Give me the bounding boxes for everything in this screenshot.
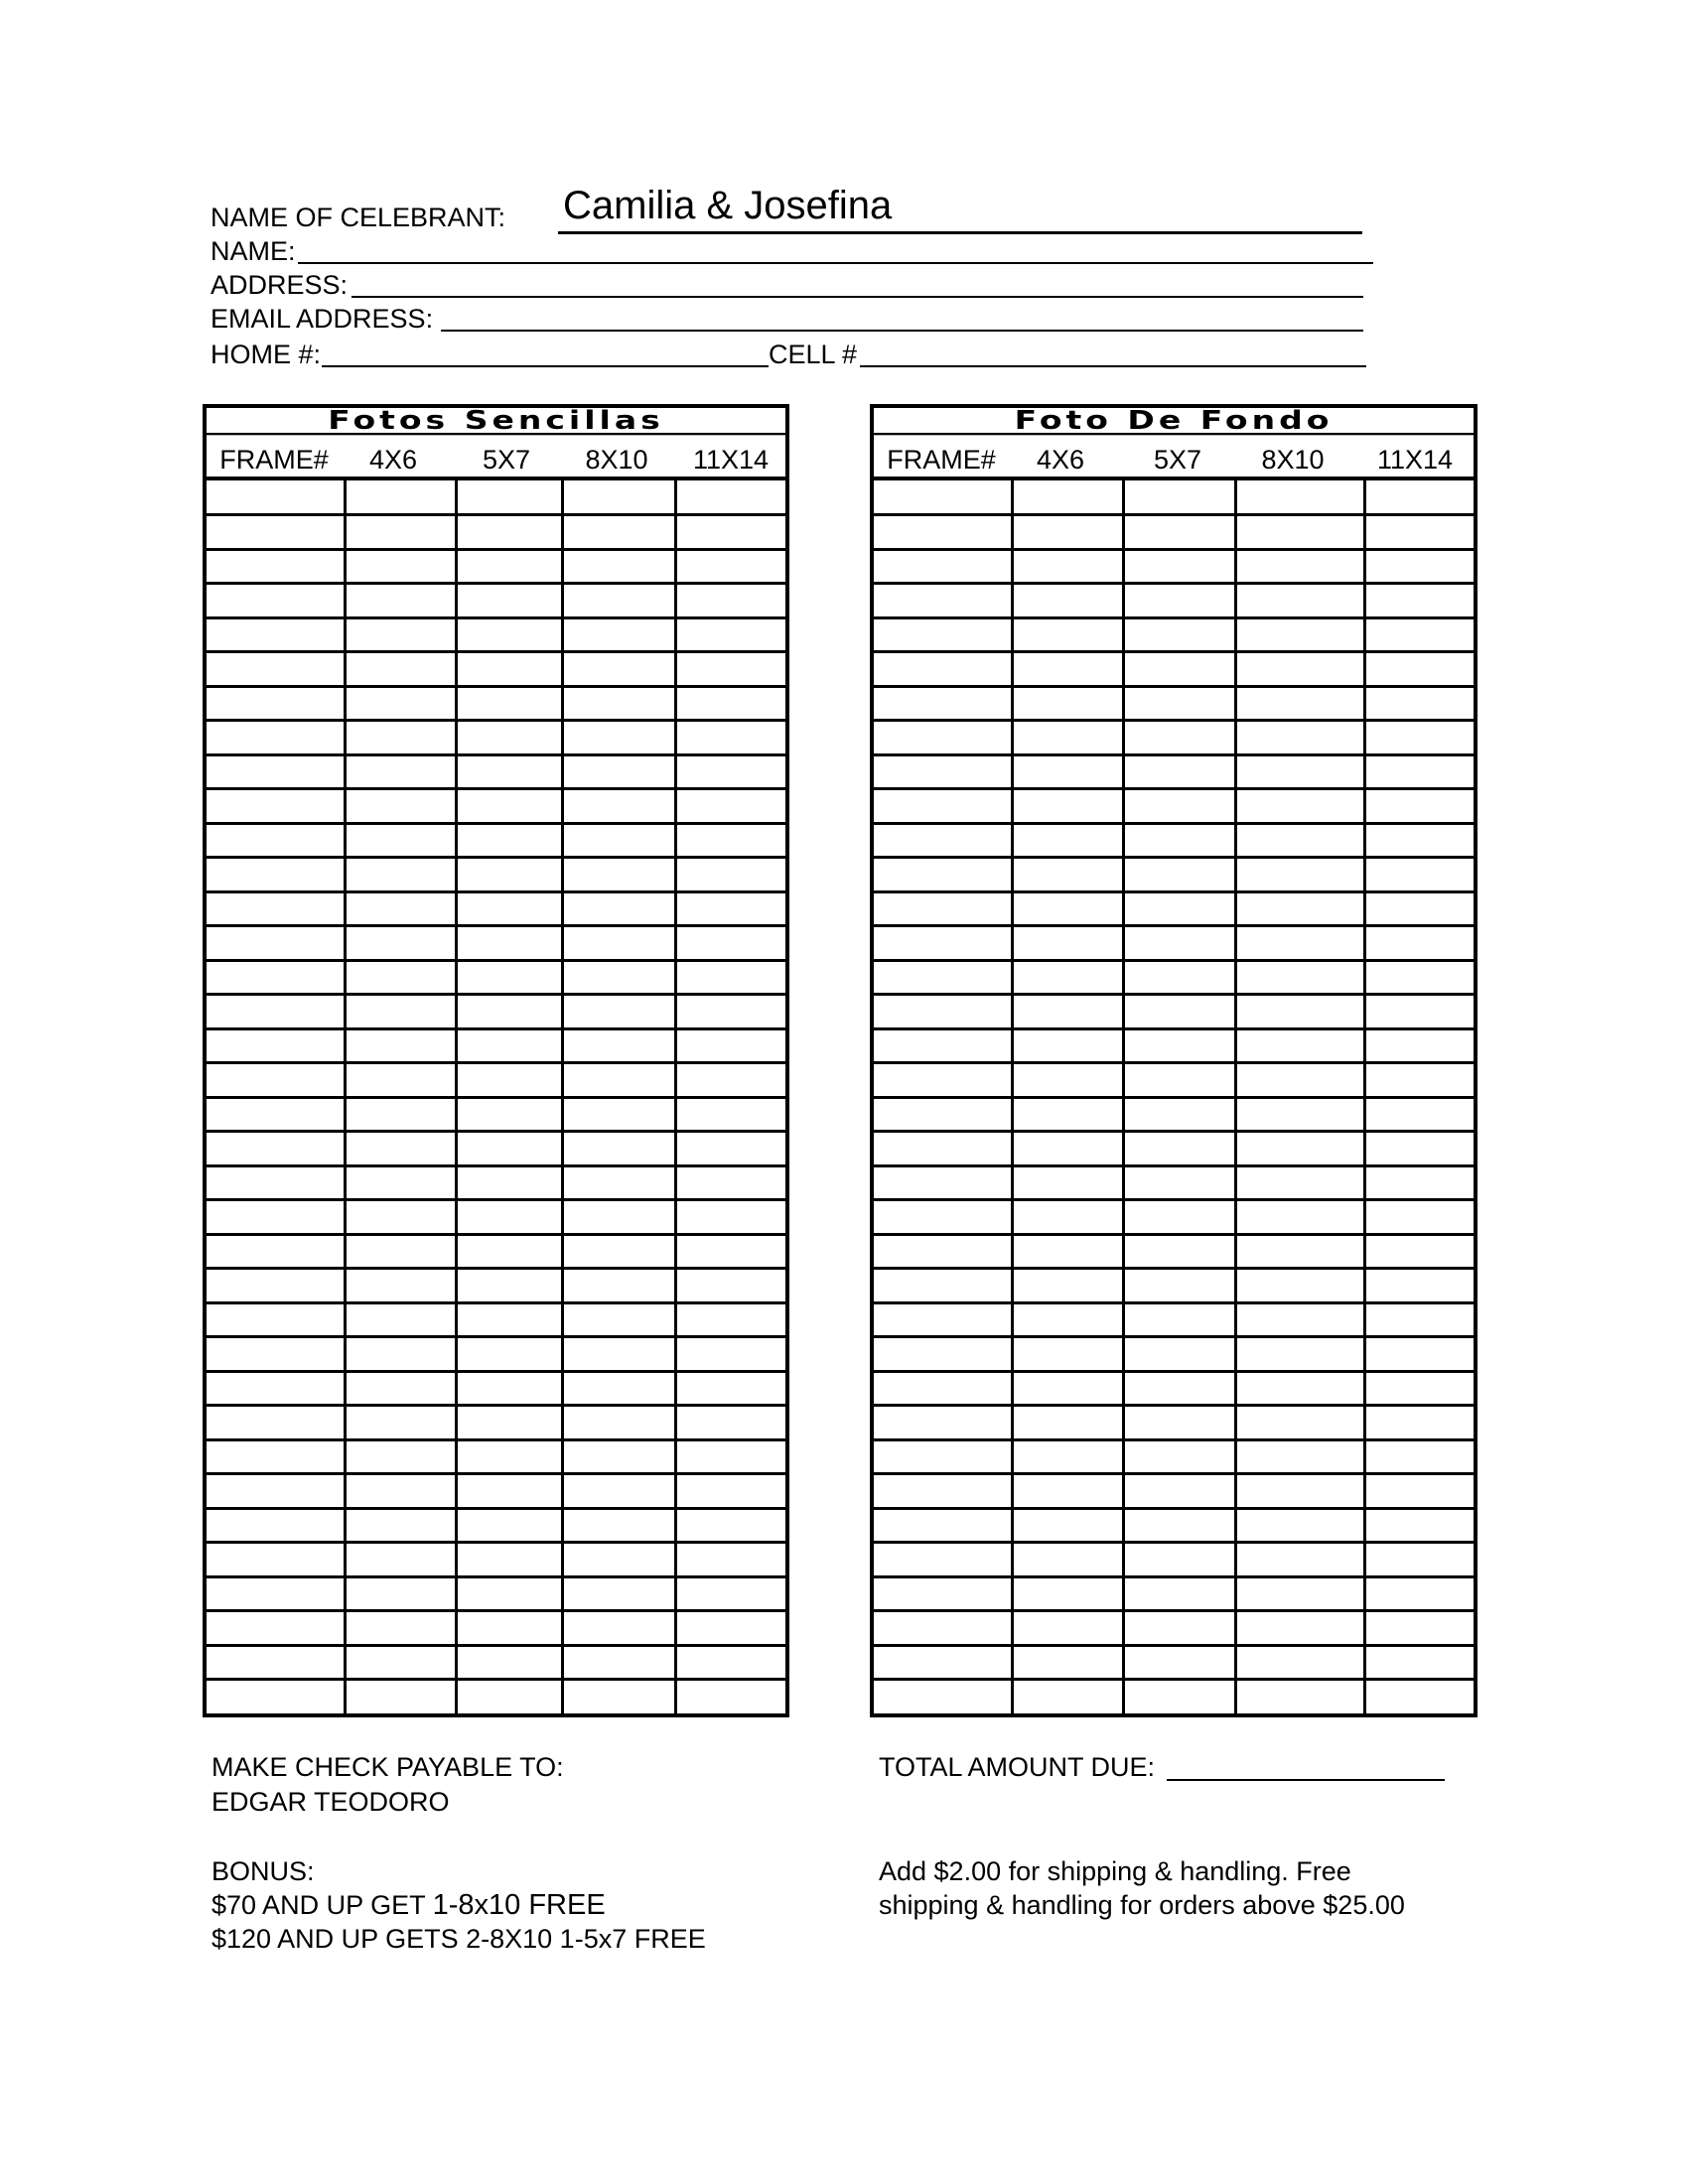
row-divider [874, 993, 1474, 996]
row-divider [874, 1644, 1474, 1647]
row-divider [874, 1301, 1474, 1304]
row-divider [874, 924, 1474, 927]
row-divider [207, 1301, 785, 1304]
fotos-sencillas-table [203, 404, 789, 1717]
row-divider [874, 685, 1474, 688]
celebrant-field-line[interactable] [558, 231, 1362, 234]
row-divider [207, 548, 785, 551]
row-divider [207, 890, 785, 893]
row-divider [874, 1267, 1474, 1270]
row-divider [207, 1507, 785, 1510]
row-divider [874, 582, 1474, 585]
row-divider [207, 1164, 785, 1167]
row-divider [207, 1472, 785, 1475]
row-divider [874, 719, 1474, 722]
table-title: Foto De Fondo [874, 408, 1474, 435]
row-divider [207, 753, 785, 756]
row-divider [874, 1472, 1474, 1475]
payable-label: MAKE CHECK PAYABLE TO: [211, 1752, 564, 1782]
row-divider [874, 650, 1474, 653]
row-divider [207, 616, 785, 619]
table-body-grid[interactable] [207, 480, 785, 1713]
row-divider [874, 1027, 1474, 1030]
bonus-line-2: $120 AND UP GETS 2-8X10 1-5x7 FREE [211, 1924, 706, 1954]
row-divider [874, 1198, 1474, 1201]
address-field-line[interactable] [352, 296, 1363, 298]
name-field-line[interactable] [298, 262, 1373, 264]
row-divider [874, 1541, 1474, 1544]
home-phone-label: HOME #: [211, 340, 322, 369]
row-divider [874, 890, 1474, 893]
row-divider [207, 1404, 785, 1407]
cell-phone-label: CELL # [769, 340, 858, 369]
row-divider [874, 1507, 1474, 1510]
row-divider [207, 1678, 785, 1681]
row-divider [874, 1061, 1474, 1064]
row-divider [207, 1233, 785, 1236]
row-divider [207, 1609, 785, 1612]
name-label: NAME: [211, 236, 296, 266]
bonus-line-1-text: $70 AND UP GET [211, 1890, 433, 1920]
celebrant-label: NAME OF CELEBRANT: [211, 203, 506, 232]
row-divider [207, 924, 785, 927]
row-divider [207, 1130, 785, 1133]
address-label: ADDRESS: [211, 270, 349, 300]
column-header-5x7: 5X7 [1153, 445, 1202, 475]
row-divider [207, 856, 785, 859]
table-body-grid[interactable] [874, 480, 1474, 1713]
row-divider [207, 1575, 785, 1578]
row-divider [874, 856, 1474, 859]
column-header-11x14: 11X14 [1376, 445, 1454, 475]
email-label: EMAIL ADDRESS: [211, 304, 434, 334]
row-divider [874, 1233, 1474, 1236]
row-divider [207, 959, 785, 962]
column-header-frame: FRAME# [219, 445, 329, 475]
home-phone-field-line[interactable] [322, 365, 769, 367]
row-divider [207, 1644, 785, 1647]
table-header-row [207, 443, 785, 480]
row-divider [207, 1335, 785, 1338]
row-divider [874, 1335, 1474, 1338]
cell-phone-field-line[interactable] [860, 365, 1366, 367]
row-divider [207, 582, 785, 585]
column-header-4x6: 4X6 [1036, 445, 1085, 475]
column-header-8x10: 8X10 [585, 445, 648, 475]
row-divider [874, 959, 1474, 962]
shipping-note-line-1: Add $2.00 for shipping & handling. Free [879, 1856, 1351, 1886]
row-divider [874, 1678, 1474, 1681]
celebrant-value: Camilia & Josefina [563, 184, 893, 227]
row-divider [207, 513, 785, 516]
row-divider [874, 753, 1474, 756]
column-header-5x7: 5X7 [482, 445, 531, 475]
foto-de-fondo-table [870, 404, 1477, 1717]
column-header-8x10: 8X10 [1261, 445, 1325, 475]
row-divider [207, 650, 785, 653]
column-header-frame: FRAME# [887, 445, 996, 475]
email-field-line[interactable] [441, 330, 1363, 332]
table-title: Fotos Sencillas [207, 408, 785, 435]
row-divider [207, 1267, 785, 1270]
row-divider [874, 1370, 1474, 1373]
row-divider [874, 787, 1474, 790]
row-divider [874, 1575, 1474, 1578]
column-header-11x14: 11X14 [692, 445, 770, 475]
row-divider [207, 1096, 785, 1099]
row-divider [207, 787, 785, 790]
row-divider [207, 685, 785, 688]
row-divider [874, 1096, 1474, 1099]
row-divider [207, 1061, 785, 1064]
row-divider [874, 548, 1474, 551]
row-divider [207, 1438, 785, 1441]
row-divider [874, 1404, 1474, 1407]
bonus-line-1 [211, 1889, 606, 1921]
total-due-label: TOTAL AMOUNT DUE: [879, 1752, 1156, 1782]
row-divider [207, 1541, 785, 1544]
shipping-note-line-2: shipping & handling for orders above $25.00 [879, 1890, 1405, 1920]
payable-name: EDGAR TEODORO [211, 1787, 450, 1817]
table-header-row [874, 443, 1474, 480]
bonus-line-1-free: 1-8x10 FREE [432, 1889, 606, 1921]
row-divider [874, 1164, 1474, 1167]
row-divider [874, 1609, 1474, 1612]
bonus-label: BONUS: [211, 1856, 315, 1886]
row-divider [207, 1198, 785, 1201]
row-divider [874, 822, 1474, 825]
row-divider [874, 513, 1474, 516]
row-divider [207, 719, 785, 722]
row-divider [207, 1027, 785, 1030]
column-header-4x6: 4X6 [368, 445, 418, 475]
row-divider [207, 1370, 785, 1373]
row-divider [207, 993, 785, 996]
total-due-field-line[interactable] [1167, 1779, 1445, 1781]
row-divider [874, 1438, 1474, 1441]
row-divider [874, 616, 1474, 619]
row-divider [874, 1130, 1474, 1133]
row-divider [207, 822, 785, 825]
